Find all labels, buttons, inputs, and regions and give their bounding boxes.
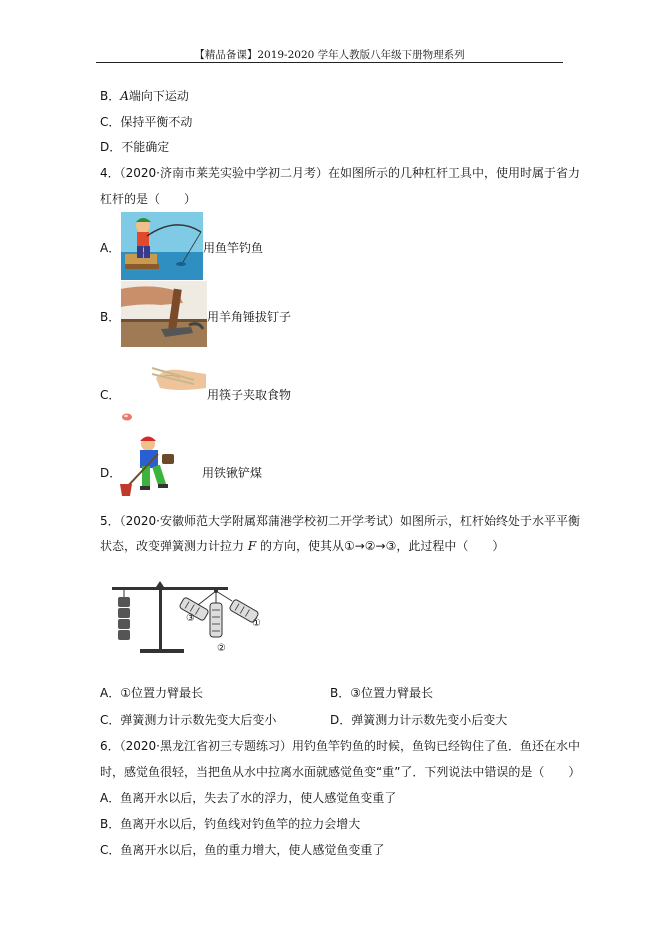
- q5-option-a: A．①位置力臂最长: [100, 686, 203, 700]
- q4-option-a-caption: 用鱼竿钓鱼: [203, 241, 264, 255]
- q4-stem-line1: 4．（2020·济南市莱芜实验中学初二月考）在如图所示的几种杠杆工具中，使用时属于省力: [100, 166, 580, 180]
- chopsticks-illustration: [150, 360, 208, 394]
- q5-option-d: D．弹簧测力计示数先变小后变大: [330, 713, 508, 727]
- q3-option-c: C．保持平衡不动: [100, 115, 193, 129]
- fishing-illustration: [121, 212, 203, 280]
- q4-option-c-label: C．: [100, 388, 121, 402]
- q5-stem-line1: 5．（2020·安徽师范大学附属郑蒲港学校初二开学考试）如图所示，杠杆始终处于水平平衡: [100, 514, 580, 528]
- fishing-image: [121, 212, 203, 280]
- header-rule: [96, 62, 563, 63]
- q4-option-c-caption: 用筷子夹取食物: [207, 388, 292, 402]
- food-icon: [120, 410, 134, 422]
- chopsticks-image: [150, 360, 208, 394]
- q6-stem-line1: 6．（2020·黑龙江省初三专题练习）用钓鱼竿钓鱼的时候，鱼钩已经钩住了鱼．鱼还在水中: [100, 739, 580, 753]
- q4-option-a-label: A．: [100, 241, 121, 255]
- label-position-2: ②: [217, 643, 226, 654]
- q4-option-d-caption: 用铁锹铲煤: [202, 466, 263, 480]
- label-position-3: ③: [186, 613, 195, 624]
- label-position-1: ①: [252, 618, 261, 629]
- hammer-image: [121, 281, 207, 347]
- shovel-image: [118, 434, 202, 504]
- q4-option-b-label: B．: [100, 310, 121, 324]
- q6-option-b: B．鱼离开水以后，钓鱼线对钓鱼竿的拉力会增大: [100, 817, 361, 831]
- q6-option-a: A．鱼离开水以后，失去了水的浮力，使人感觉鱼变重了: [100, 791, 397, 805]
- q4-option-b-caption: 用羊角锤拔钉子: [207, 310, 292, 324]
- q5-option-b: B．③位置力臂最长: [330, 686, 433, 700]
- q4-option-d-label: D．: [100, 466, 122, 480]
- hammer-illustration: [121, 281, 207, 347]
- q6-stem-line2: 时，感觉鱼很轻，当把鱼从水中拉离水面就感觉鱼变“重”了．下列说法中错误的是（ ）: [100, 765, 581, 779]
- page-header: 【精品备课】2019-2020 学年人教版八年级下册物理系列: [194, 49, 465, 61]
- shovel-illustration: [118, 434, 202, 504]
- q6-option-c: C．鱼离开水以后，鱼的重力增大，使人感觉鱼变重了: [100, 843, 385, 857]
- q3-option-d: D．不能确定: [100, 140, 170, 154]
- q4-stem-line2: 杠杆的是（ ）: [100, 192, 197, 206]
- q3-option-b: B．A端向下运动: [100, 89, 189, 103]
- q5-option-c: C．弹簧测力计示数先变大后变小: [100, 713, 277, 727]
- q5-stem-line2: 状态，改变弹簧测力计拉力 F 的方向，使其从①→②→③，此过程中（ ）: [100, 539, 505, 553]
